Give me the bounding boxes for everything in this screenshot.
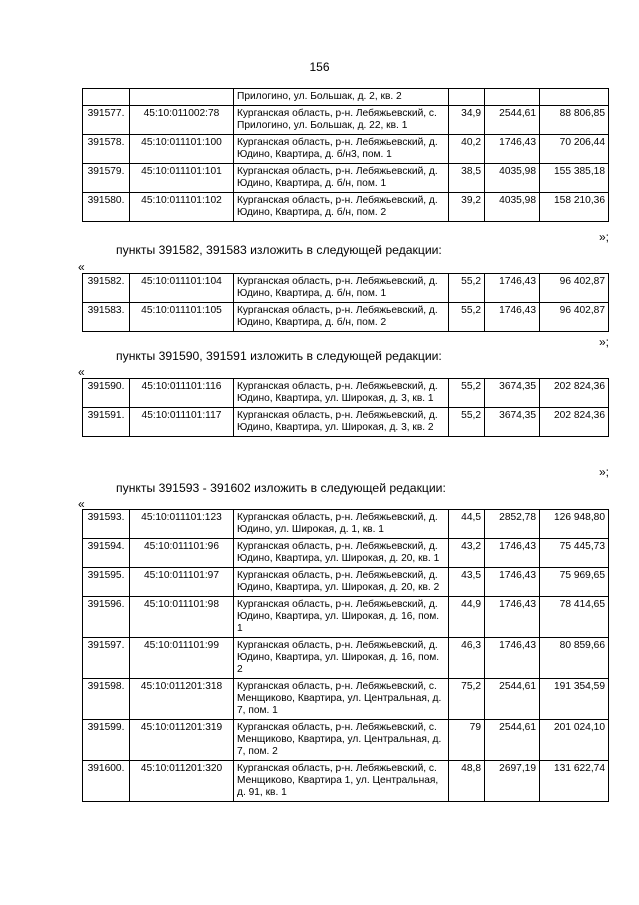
table-row (83, 89, 609, 106)
cadastral-cost-cell: 80 859,66 (540, 638, 609, 679)
cadastral-number: 45:10:011101:99 (130, 638, 234, 679)
unit-price-cell: 3674,35 (485, 408, 540, 437)
area-cell: 39,2 (449, 193, 485, 222)
opening-quote-3: « (78, 497, 85, 511)
table-row (83, 303, 609, 332)
cadastral-number: 45:10:011101:117 (130, 408, 234, 437)
area-cell: 44,5 (449, 510, 485, 539)
unit-price-cell: 4035,98 (485, 193, 540, 222)
cadastral-number: 45:10:011101:123 (130, 510, 234, 539)
cadastral-number: 45:10:011101:104 (130, 274, 234, 303)
cadastral-cost-cell: 201 024,10 (540, 720, 609, 761)
cadastral-cost-cell: 75 969,65 (540, 568, 609, 597)
unit-price-cell: 4035,98 (485, 164, 540, 193)
table-row (83, 568, 609, 597)
area-cell: 44,9 (449, 597, 485, 638)
table-row (83, 379, 609, 408)
property-table-1 (82, 88, 609, 222)
table-row (83, 597, 609, 638)
row-number: 391583. (83, 303, 130, 332)
address-cell: Курганская область, р-н. Лебяжьевский, с. Менщиково, Квартира, ул. Центральная, д. 7, пом. 2 (234, 720, 449, 761)
amendment-paragraph-2: пункты 391590, 391591 изложить в следующей редакции: (116, 349, 442, 363)
address-cell: Курганская область, р-н. Лебяжьевский, с. Менщиково, Квартира 1, ул. Центральная, д. 91, кв. 1 (234, 761, 449, 802)
cadastral-number: 45:10:011101:96 (130, 539, 234, 568)
opening-quote-1: « (78, 260, 85, 274)
unit-price-cell: 1746,43 (485, 539, 540, 568)
cadastral-cost-cell: 96 402,87 (540, 303, 609, 332)
table-row (83, 679, 609, 720)
cadastral-cost-cell: 88 806,85 (540, 106, 609, 135)
row-number: 391599. (83, 720, 130, 761)
area-cell: 43,5 (449, 568, 485, 597)
cadastral-cost-cell: 96 402,87 (540, 274, 609, 303)
closing-quote-2: »; (598, 335, 609, 349)
unit-price-cell: 3674,35 (485, 379, 540, 408)
table-row (83, 274, 609, 303)
cadastral-number: 45:10:011201:320 (130, 761, 234, 802)
cadastral-number: 45:10:011201:318 (130, 679, 234, 720)
cadastral-cost-cell: 126 948,80 (540, 510, 609, 539)
address-cell: Курганская область, р-н. Лебяжьевский, д. Юдино, Квартира, ул. Широкая, д. 3, кв. 1 (234, 379, 449, 408)
address-cell: Курганская область, р-н. Лебяжьевский, д. Юдино, Квартира, д. б/н, пом. 2 (234, 193, 449, 222)
cadastral-cost-cell (540, 89, 609, 106)
area-cell: 55,2 (449, 379, 485, 408)
row-number: 391582. (83, 274, 130, 303)
cadastral-cost-cell: 202 824,36 (540, 379, 609, 408)
unit-price-cell: 1746,43 (485, 135, 540, 164)
unit-price-cell: 2544,61 (485, 679, 540, 720)
table-row (83, 638, 609, 679)
area-cell: 55,2 (449, 408, 485, 437)
cadastral-cost-cell: 158 210,36 (540, 193, 609, 222)
address-cell: Прилогино, ул. Большак, д. 2, кв. 2 (234, 89, 449, 106)
unit-price-cell: 1746,43 (485, 568, 540, 597)
property-table-4 (82, 509, 609, 802)
opening-quote-2: « (78, 365, 85, 379)
area-cell: 55,2 (449, 303, 485, 332)
address-cell: Курганская область, р-н. Лебяжьевский, д. Юдино, Квартира, д. б/н3, пом. 1 (234, 135, 449, 164)
cadastral-number: 45:10:011101:100 (130, 135, 234, 164)
row-number: 391597. (83, 638, 130, 679)
cadastral-number (130, 89, 234, 106)
unit-price-cell: 1746,43 (485, 274, 540, 303)
unit-price-cell: 2852,78 (485, 510, 540, 539)
address-cell: Курганская область, р-н. Лебяжьевский, д. Юдино, Квартира, ул. Широкая, д. 3, кв. 2 (234, 408, 449, 437)
cadastral-number: 45:10:011002:78 (130, 106, 234, 135)
row-number (83, 89, 130, 106)
address-cell: Курганская область, р-н. Лебяжьевский, д. Юдино, Квартира, д. б/н, пом. 2 (234, 303, 449, 332)
address-cell: Курганская область, р-н. Лебяжьевский, д. Юдино, Квартира, ул. Широкая, д. 20, кв. 2 (234, 568, 449, 597)
address-cell: Курганская область, р-н. Лебяжьевский, д. Юдино, Квартира, ул. Широкая, д. 16, пом. 2 (234, 638, 449, 679)
area-cell: 46,3 (449, 638, 485, 679)
unit-price-cell: 1746,43 (485, 638, 540, 679)
address-cell: Курганская область, р-н. Лебяжьевский, д. Юдино, Квартира, д. б/н, пом. 1 (234, 164, 449, 193)
cadastral-cost-cell: 70 206,44 (540, 135, 609, 164)
cadastral-number: 45:10:011101:98 (130, 597, 234, 638)
amendment-paragraph-1: пункты 391582, 391583 изложить в следующей редакции: (116, 243, 442, 257)
address-cell: Курганская область, р-н. Лебяжьевский, д. Юдино, Квартира, ул. Широкая, д. 16, пом. 1 (234, 597, 449, 638)
amendment-paragraph-3: пункты 391593 - 391602 изложить в следующей редакции: (116, 481, 446, 495)
table-row (83, 135, 609, 164)
unit-price-cell: 1746,43 (485, 597, 540, 638)
unit-price-cell: 2544,61 (485, 720, 540, 761)
address-cell: Курганская область, р-н. Лебяжьевский, д. Юдино, Квартира, д. б/н, пом. 1 (234, 274, 449, 303)
cadastral-cost-cell: 78 414,65 (540, 597, 609, 638)
row-number: 391579. (83, 164, 130, 193)
area-cell (449, 89, 485, 106)
area-cell: 34,9 (449, 106, 485, 135)
table-row (83, 106, 609, 135)
cadastral-cost-cell: 191 354,59 (540, 679, 609, 720)
area-cell: 40,2 (449, 135, 485, 164)
area-cell: 43,2 (449, 539, 485, 568)
row-number: 391594. (83, 539, 130, 568)
unit-price-cell: 1746,43 (485, 303, 540, 332)
row-number: 391590. (83, 379, 130, 408)
cadastral-cost-cell: 202 824,36 (540, 408, 609, 437)
closing-quote-1: »; (598, 230, 609, 244)
area-cell: 48,8 (449, 761, 485, 802)
cadastral-cost-cell: 75 445,73 (540, 539, 609, 568)
table-row (83, 193, 609, 222)
area-cell: 55,2 (449, 274, 485, 303)
cadastral-number: 45:10:011101:102 (130, 193, 234, 222)
row-number: 391591. (83, 408, 130, 437)
row-number: 391593. (83, 510, 130, 539)
cadastral-cost-cell: 155 385,18 (540, 164, 609, 193)
cadastral-number: 45:10:011201:319 (130, 720, 234, 761)
page-number: 156 (309, 60, 330, 74)
closing-quote-3: »; (598, 465, 609, 479)
unit-price-cell (485, 89, 540, 106)
unit-price-cell: 2697,19 (485, 761, 540, 802)
address-cell: Курганская область, р-н. Лебяжьевский, с. Менщиково, Квартира, ул. Центральная, д. 7, пом. 1 (234, 679, 449, 720)
property-table-2 (82, 273, 609, 332)
area-cell: 79 (449, 720, 485, 761)
row-number: 391596. (83, 597, 130, 638)
address-cell: Курганская область, р-н. Лебяжьевский, с. Прилогино, ул. Большак, д. 22, кв. 1 (234, 106, 449, 135)
address-cell: Курганская область, р-н. Лебяжьевский, д. Юдино, Квартира, ул. Широкая, д. 20, кв. 1 (234, 539, 449, 568)
unit-price-cell: 2544,61 (485, 106, 540, 135)
row-number: 391577. (83, 106, 130, 135)
table-row (83, 539, 609, 568)
cadastral-number: 45:10:011101:101 (130, 164, 234, 193)
cadastral-number: 45:10:011101:97 (130, 568, 234, 597)
property-table-3 (82, 378, 609, 437)
row-number: 391580. (83, 193, 130, 222)
row-number: 391600. (83, 761, 130, 802)
table-row (83, 761, 609, 802)
cadastral-number: 45:10:011101:105 (130, 303, 234, 332)
cadastral-cost-cell: 131 622,74 (540, 761, 609, 802)
area-cell: 38,5 (449, 164, 485, 193)
table-row (83, 510, 609, 539)
table-row (83, 720, 609, 761)
table-row (83, 408, 609, 437)
address-cell: Курганская область, р-н. Лебяжьевский, д. Юдино, ул. Широкая, д. 1, кв. 1 (234, 510, 449, 539)
row-number: 391598. (83, 679, 130, 720)
row-number: 391578. (83, 135, 130, 164)
table-row (83, 164, 609, 193)
cadastral-number: 45:10:011101:116 (130, 379, 234, 408)
area-cell: 75,2 (449, 679, 485, 720)
row-number: 391595. (83, 568, 130, 597)
